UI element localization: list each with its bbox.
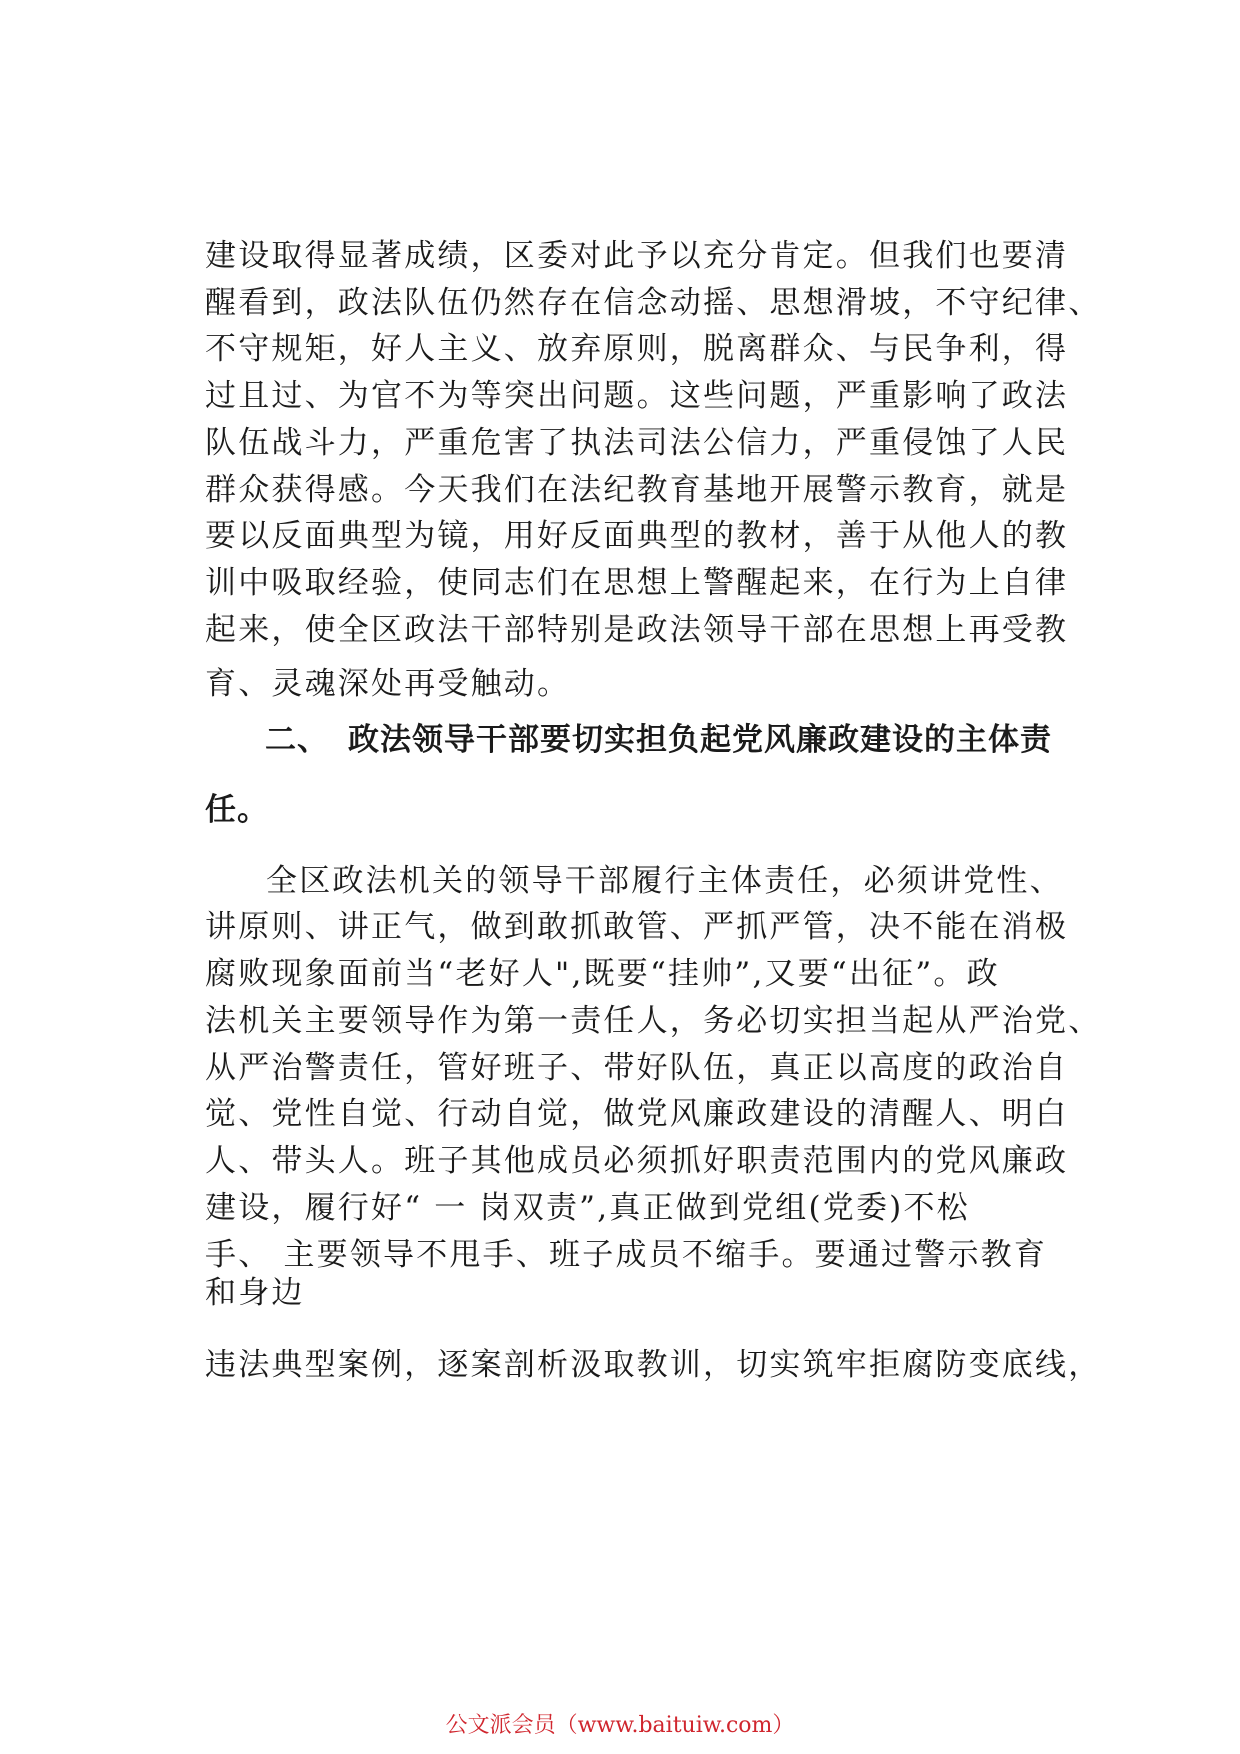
- paragraph-line: 违法典型案例，逐案剖析汲取教训，切实筑牢拒腐防变底线，: [205, 1347, 1102, 1383]
- paragraph-line: 手、 主要领导不甩手、班子成员不缩手。要通过警示教育: [205, 1237, 1048, 1273]
- section-title: 政法领导干部要切实担负起党风廉政建设的主体责: [348, 722, 1052, 758]
- paragraph-line: 队伍战斗力，严重危害了执法司法公信力，严重侵蚀了人民: [205, 425, 1069, 461]
- paragraph-line: 起来，使全区政法干部特别是政法领导干部在思想上再受教: [205, 612, 1069, 648]
- paragraph-line: 不守规矩，好人主义、放弃原则，脱离群众、与民争利，得: [205, 331, 1069, 367]
- paragraph-line: 育、灵魂深处再受触动。: [205, 666, 571, 702]
- paragraph-line: 群众获得感。今天我们在法纪教育基地开展警示教育，就是: [205, 472, 1069, 508]
- paragraph-line: 建设取得显著成绩，区委对此予以充分肯定。但我们也要清: [205, 238, 1069, 274]
- paragraph-line: 建设，履行好“ 一 岗双责”,真正做到党组(党委)不松: [205, 1190, 970, 1226]
- paragraph-line: 全区政法机关的领导干部履行主体责任，必须讲党性、: [266, 863, 1063, 899]
- paragraph-line: 人、带头人。班子其他成员必须抓好职责范围内的党风廉政: [205, 1143, 1069, 1179]
- paragraph-line: 过且过、为官不为等突出问题。这些问题，严重影响了政法: [205, 378, 1069, 414]
- paragraph-line: 腐败现象面前当“老好人",既要“挂帅”,又要“出征”。政: [205, 956, 1000, 992]
- paragraph-line: 从严治警责任，管好班子、带好队伍，真正以高度的政治自: [205, 1050, 1069, 1086]
- section-number: 二、: [265, 722, 329, 758]
- paragraph-line: 讲原则、讲正气，做到敢抓敢管、严抓严管，决不能在消极: [205, 909, 1069, 945]
- footer-watermark: 公文派会员（www.baituiw.com）: [445, 1713, 795, 1738]
- paragraph-line: 觉、党性自觉、行动自觉，做党风廉政建设的清醒人、明白: [205, 1096, 1069, 1132]
- paragraph-line: 训中吸取经验，使同志们在思想上警醒起来，在行为上自律: [205, 565, 1069, 601]
- paragraph-line: 要以反面典型为镜，用好反面典型的教材，善于从他人的教: [205, 518, 1069, 554]
- section-title-continued: 任。: [205, 792, 269, 828]
- paragraph-line: 醒看到，政法队伍仍然存在信念动摇、思想滑坡，不守纪律、: [205, 285, 1102, 321]
- paragraph-line: 法机关主要领导作为第一责任人，务必切实担当起从严治党、: [205, 1003, 1102, 1039]
- paragraph-line: 和身边: [205, 1275, 305, 1311]
